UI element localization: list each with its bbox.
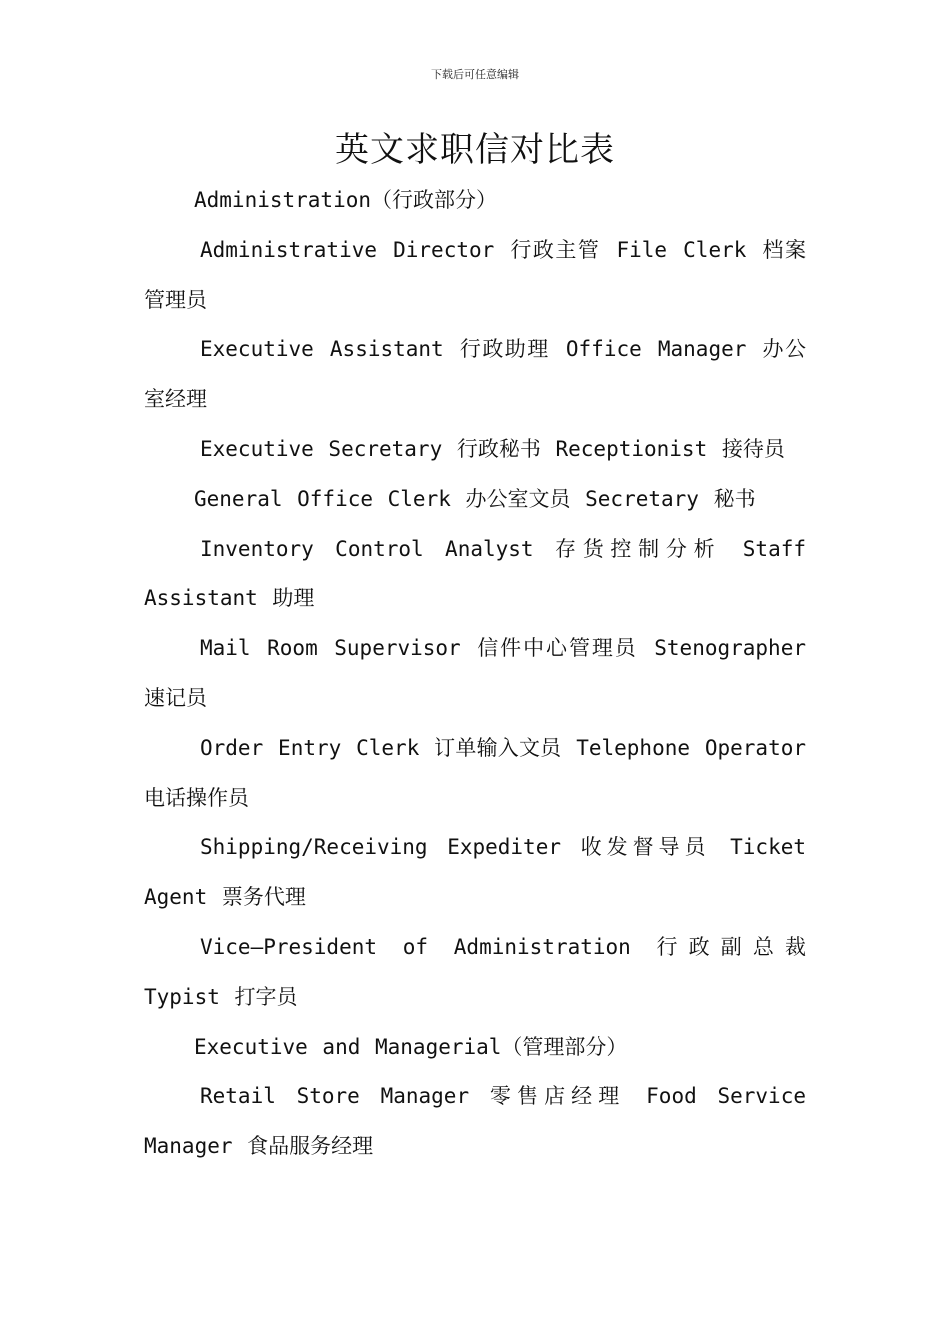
job-entry-paragraph: Mail Room Supervisor 信件中心管理员 Stenographer 速记员 xyxy=(144,636,806,710)
job-entry-paragraph: Executive Assistant 行政助理 Office Manager 办公室经理 xyxy=(144,337,806,412)
job-entry-paragraph: Executive Secretary 行政秘书 Receptionist 接待员 xyxy=(200,436,785,461)
header-note: 下载后可任意编辑 xyxy=(431,68,519,81)
job-entry-paragraph: General Office Clerk 办公室文员 Secretary 秘书 xyxy=(194,486,756,511)
job-entry-paragraph: Inventory Control Analyst 存货控制分析 Staff Assistant 助理 xyxy=(144,536,806,611)
document-title: 英文求职信对比表 xyxy=(335,130,615,170)
document-body xyxy=(144,176,806,1172)
job-entry-paragraph: Order Entry Clerk 订单输入文员 Telephone Operator 电话操作员 xyxy=(144,735,806,810)
section-heading-administration: Administration（行政部分） xyxy=(194,188,498,212)
section-heading-executive-managerial: Executive and Managerial（管理部分） xyxy=(194,1034,628,1059)
job-entry-paragraph: Administrative Director 行政主管 File Clerk 档案管理员 xyxy=(144,237,806,312)
job-entry-paragraph: Vice—President of Administration 行政副总裁 Typist 打字员 xyxy=(144,934,806,1009)
job-entry-paragraph: Retail Store Manager 零售店经理 Food Service Manager 食品服务经理 xyxy=(144,1084,806,1159)
job-entry-paragraph: Shipping/Receiving Expediter 收发督导员 Ticket Agent 票务代理 xyxy=(144,835,806,910)
